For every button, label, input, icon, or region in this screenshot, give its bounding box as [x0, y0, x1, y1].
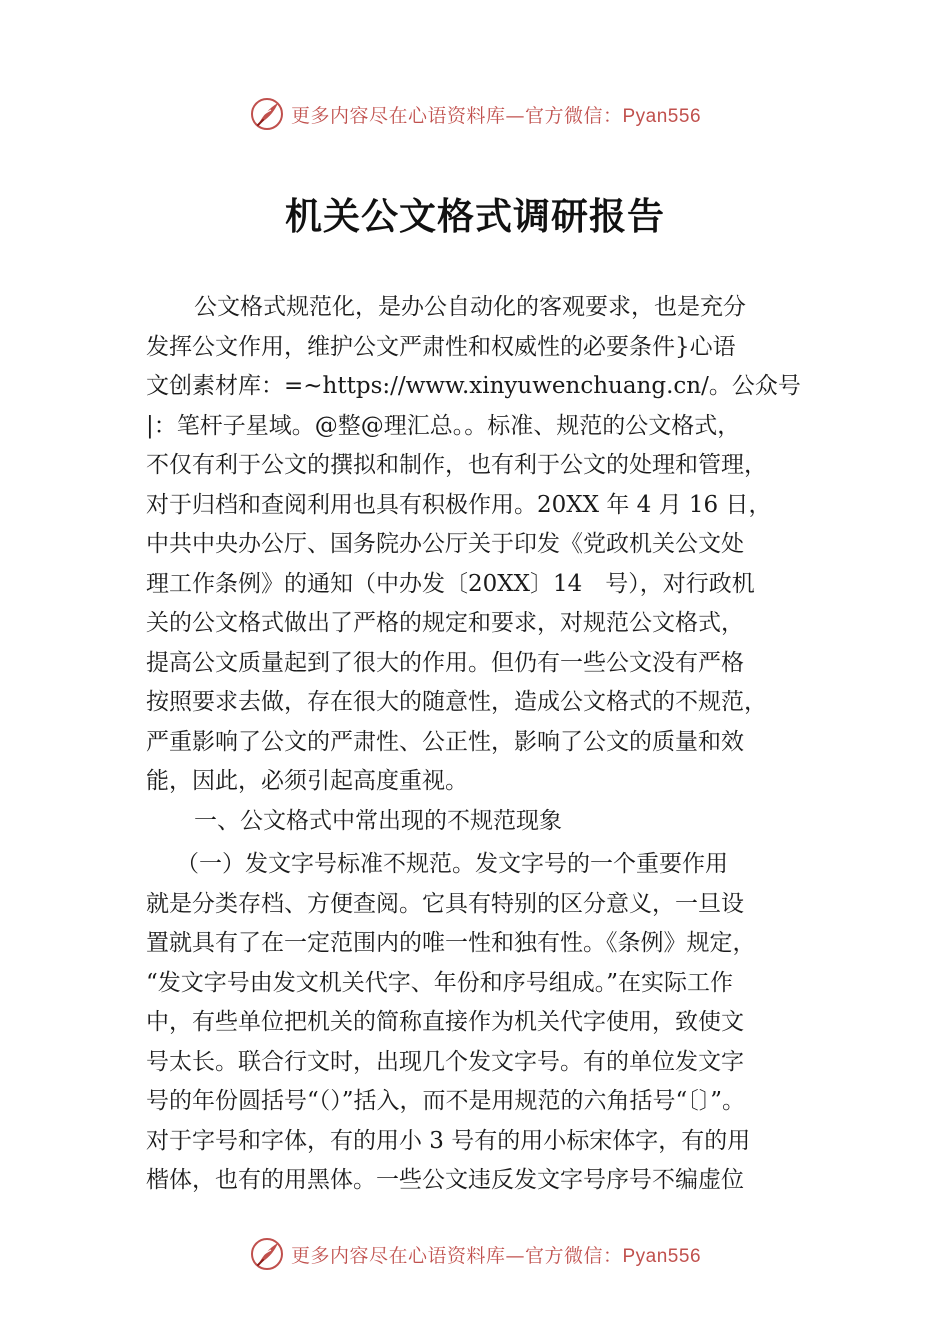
- paragraph-line: 对于归档和查阅利用也具有积极作用。20XX 年 4 月 16 日，: [146, 491, 772, 518]
- paragraph-line: “发文字号由发文机关代字、年份和序号组成。”在实际工作: [146, 969, 734, 996]
- quill-pen-icon: [249, 1236, 285, 1272]
- paragraph-line: 中共中央办公厅、国务院办公厅关于印发《党政机关公文处: [146, 531, 744, 557]
- document-body: [146, 288, 822, 1201]
- paragraph-line: （一）发文字号标准不规范。发文字号的一个重要作用: [176, 851, 728, 877]
- paragraph-line: 公文格式规范化，是办公自动化的客观要求，也是充分: [194, 294, 746, 320]
- paragraph-line: 楷体，也有的用黑体。一些公文违反发文字号序号不编虚位: [146, 1167, 744, 1193]
- paragraph-line: 号的年份圆括号“（）”括入，而不是用规范的六角括号“〔〕”。: [146, 1088, 746, 1114]
- watermark-text: [291, 101, 701, 128]
- watermark-wechat-id: Pyan556: [622, 1245, 702, 1267]
- paragraph-line: 严重影响了公文的严肃性、公正性，影响了公文的质量和效: [146, 728, 744, 755]
- paragraph-line: 文创素材库：=~https://www.xinyuwenchuang.cn/。公众号: [146, 373, 801, 399]
- paragraph-2: [146, 845, 822, 1201]
- paragraph-line: 关的公文格式做出了严格的规定和要求，对规范公文格式，: [146, 610, 744, 636]
- paragraph-line: |：笔杆子星域。@整@理汇总。。标准、规范的公文格式，: [146, 412, 741, 439]
- watermark-label: 更多内容尽在心语资料库—官方微信：: [290, 104, 623, 127]
- document-title: 机关公文格式调研报告: [285, 194, 665, 238]
- header-watermark: [0, 92, 950, 136]
- paragraph-line: 提高公文质量起到了很大的作用。但仍有一些公文没有严格: [146, 649, 744, 676]
- footer-watermark: [0, 1232, 950, 1276]
- watermark-text: [291, 1241, 701, 1268]
- paragraph-line: 不仅有利于公文的撰拟和制作，也有利于公文的处理和管理，: [146, 452, 767, 478]
- watermark-label: 更多内容尽在心语资料库—官方微信：: [290, 1244, 623, 1267]
- paragraph-line: 发挥公文作用，维护公文严肃性和权威性的必要条件}心语: [146, 333, 736, 360]
- watermark-wechat-id: Pyan556: [622, 105, 702, 127]
- paragraph-line: 按照要求去做，存在很大的随意性，造成公文格式的不规范，: [146, 689, 767, 715]
- paragraph-line: 置就具有了在一定范围内的唯一性和独有性。《条例》规定，: [146, 930, 756, 956]
- quill-pen-icon: [249, 96, 285, 132]
- paragraph-line: 对于字号和字体，有的用小 3 号有的用小标宋体字，有的用: [146, 1127, 751, 1154]
- paragraph-line: 能，因此，必须引起高度重视。: [146, 768, 468, 794]
- paragraph-line: 中，有些单位把机关的简称直接作为机关代字使用，致使文: [146, 1009, 744, 1035]
- paragraph-line: 理工作条例》的通知（中办发〔20XX〕14 号），对行政机: [146, 570, 755, 597]
- paragraph-line: 就是分类存档、方便查阅。它具有特别的区分意义，一旦设: [146, 890, 744, 917]
- section-heading: 一、公文格式中常出现的不规范现象: [194, 807, 562, 834]
- paragraph-1: [146, 288, 822, 802]
- paragraph-line: 号太长。联合行文时，出现几个发文字号。有的单位发文字: [146, 1048, 744, 1075]
